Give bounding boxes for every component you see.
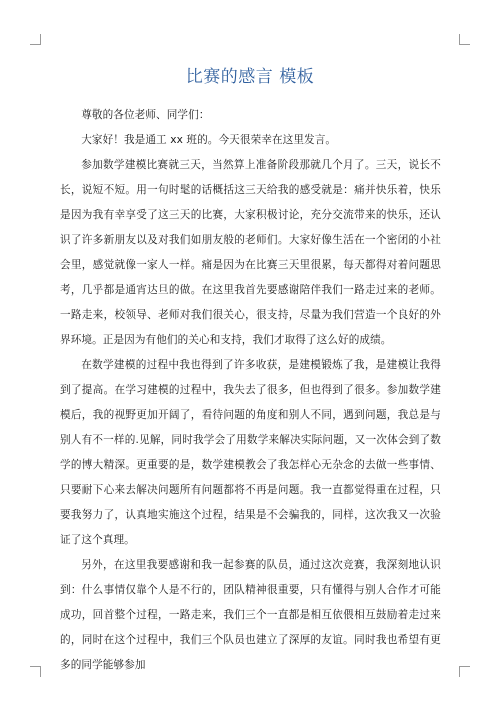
- paragraph-3: 在数学建模的过程中我也得到了许多收获，是建模锻炼了我，是建模让我得到了提高。在学习建模的过程中，我失去了很多，但也得到了很多。参加数学建模后，我的视野更加开阔了，看待问题的角度和别人不同，遇到问题，我总是与别人有不一样的.见解，同时我学会了用数学来解决实际问题，又一次体会到了数学的博大精深。更重要的是，数学建模教会了我怎样心无杂念的去做一些事情、只要耐下心来去解决问题所有问题都将不再是问题。我一直都觉得重在过程，只要我努力了，认真地实施这个过程，结果是不会骗我的，同样，这次我又一次验证了这个真理。: [60, 359, 441, 546]
- crop-mark-bottom-right: [459, 666, 470, 677]
- crop-mark-top-right: [459, 34, 470, 45]
- salutation: 尊敬的各位老师、同学们：: [81, 109, 210, 121]
- document-body: [60, 103, 441, 678]
- crop-mark-bottom-left: [30, 666, 41, 677]
- paragraph-1: 大家好！我是通工 xx 班的。今天很荣幸在这里发言。: [81, 134, 337, 146]
- paragraph-2: 参加数学建模比赛就三天，当然算上准备阶段那就几个月了。三天，说长不长，说短不短。用一句时髦的话概括这三天给我的感受就是：痛并快乐着，快乐是因为我有幸享受了这三天的比赛，大家积极讨论，充分交流带来的快乐，还认识了许多新朋友以及对我们如朋友般的老师们。大家好像生活在一个密闭的小社会里，感觉就像一家人一样。痛是因为在比赛三天里很累，每天都得对着问题思考，几乎都是通宵达旦的做。在这里我首先要感谢陪伴我们一路走过来的老师。一路走来，校领导、老师对我们很关心，很支持，尽量为我们营造一个良好的外界环境。正是因为有他们的关心和支持，我们才取得了这么好的成绩。: [60, 159, 441, 346]
- paragraph-4: 另外，在这里我要感谢和我一起参赛的队员，通过这次竞赛，我深刻地认识到：什么事情仅靠个人是不行的，团队精神很重要，只有懂得与别人合作才可能成功，回首整个过程，一路走来，我们三个一直都是相互依偎相互鼓励着走过来的，同时在这个过程中，我们三个队员也建立了深厚的友谊。同时我也希望有更多的同学能够参加: [60, 559, 441, 671]
- crop-mark-top-left: [30, 34, 41, 45]
- document-title: 比赛的感言 模板: [185, 67, 315, 87]
